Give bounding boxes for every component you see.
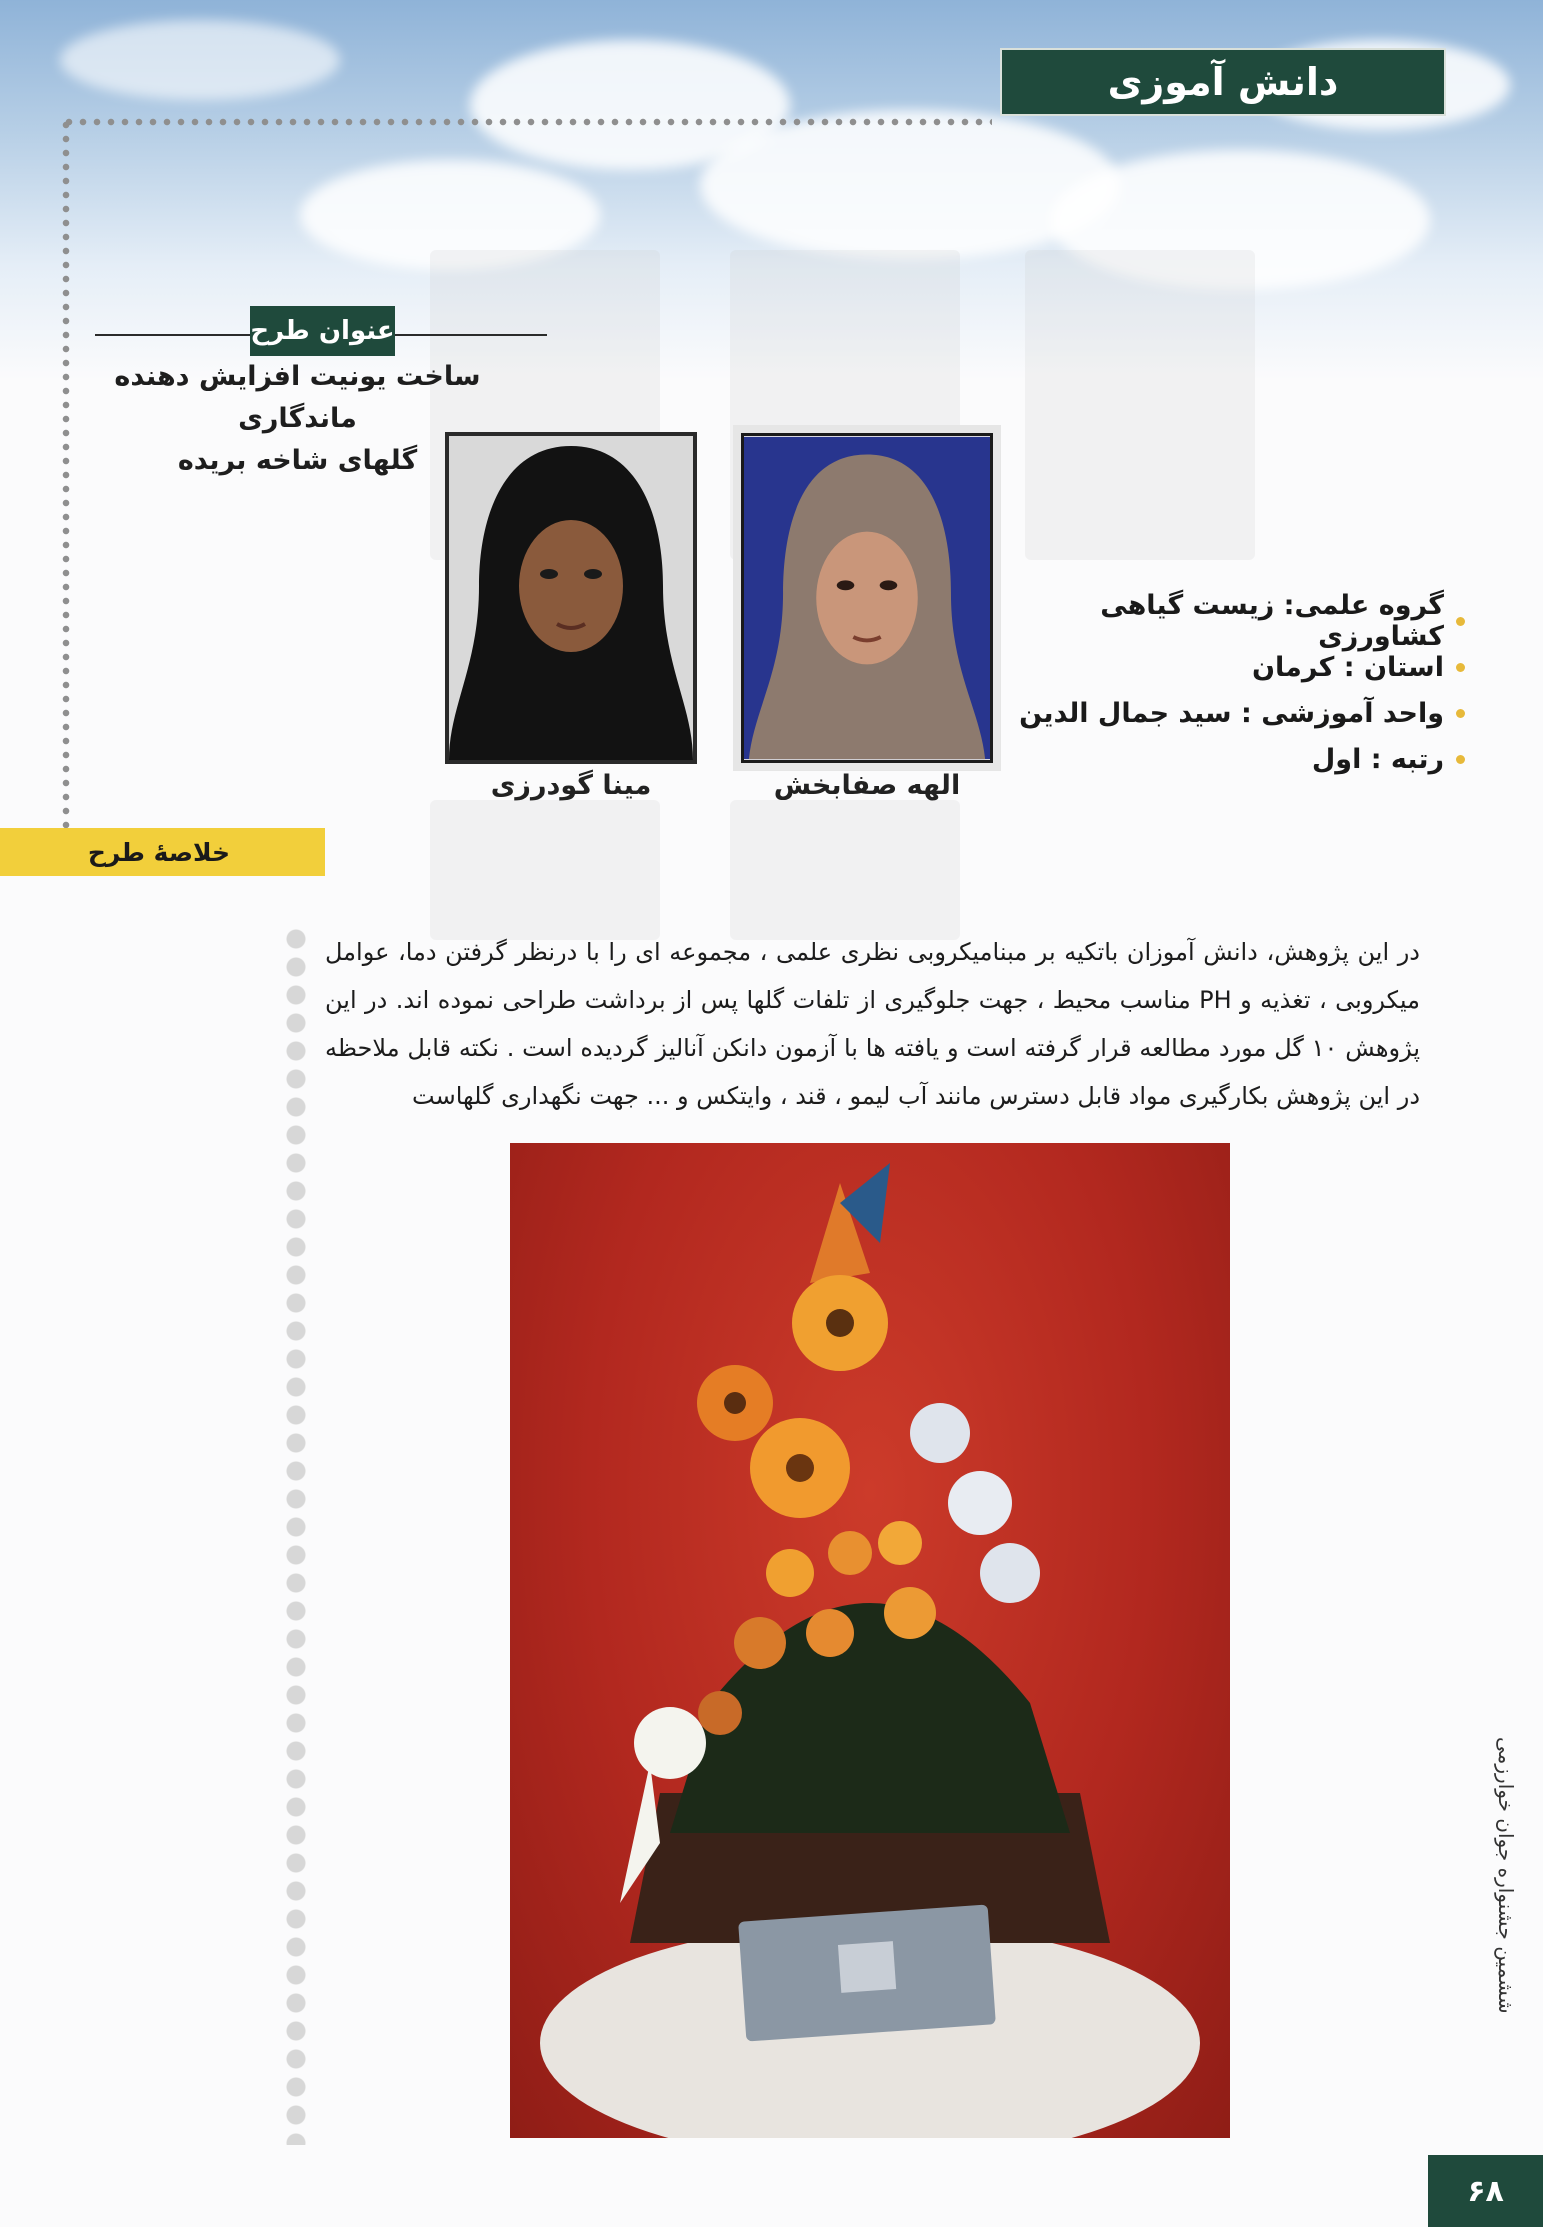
side-journal-title: ششمین جشنواره جوان خوارزمی bbox=[1494, 1736, 1518, 2014]
student-name-1: مینا گودرزی bbox=[490, 770, 652, 801]
flower-arrangement-photo bbox=[510, 1143, 1230, 2138]
page-number: ۶۸ bbox=[1428, 2155, 1543, 2227]
background-ghost-photo bbox=[730, 800, 960, 940]
portrait-image bbox=[741, 433, 993, 763]
portrait-image bbox=[449, 436, 693, 760]
info-item-rank: رتبه : اول bbox=[1015, 736, 1465, 782]
dotted-column-decoration bbox=[285, 925, 307, 2145]
flower-image bbox=[510, 1143, 1230, 2138]
background-ghost-photo bbox=[1025, 250, 1255, 560]
summary-heading-bar bbox=[0, 828, 325, 876]
dotted-border-top bbox=[62, 118, 992, 126]
section-title: دانش آموزی bbox=[1000, 48, 1446, 116]
info-list bbox=[1015, 590, 1465, 782]
bullet-icon bbox=[1456, 755, 1465, 764]
bullet-icon bbox=[1456, 663, 1465, 672]
info-item-school: واحد آموزشی : سید جمال الدین bbox=[1015, 690, 1465, 736]
info-item-province: استان : کرمان bbox=[1015, 644, 1465, 690]
project-title-label: عنوان طرح bbox=[250, 306, 395, 356]
student-photo-2 bbox=[733, 425, 1001, 771]
bullet-icon bbox=[1456, 617, 1465, 626]
summary-heading: خلاصهٔ طرح bbox=[87, 837, 230, 867]
bullet-icon bbox=[1456, 709, 1465, 718]
info-item-group: گروه علمی: زیست گیاهی کشاورزی bbox=[1015, 598, 1465, 644]
student-name-2: الهه صفابخش bbox=[773, 770, 961, 801]
summary-paragraph: در این پژوهش، دانش آموزان باتکیه بر مبنامیکروبی نظری علمی ، مجموعه ای را با درنظر گرفتن دما، عوامل میکروبی ، تغذیه و PH مناسب محیط ، جهت جلوگیری از تلفات گلها پس از برداشت طراحی نموده اند. در این پژوهش ۱۰ گل مورد مطالعه قرار گرفته است و یافته ها با آزمون دانکن آنالیز گردیده است . نکته قابل ملاحظه در این پژوهش بکارگیری مواد قابل دسترس مانند آب لیمو ، قند ، وایتکس و ... جهت نگهداری گلهاست bbox=[325, 938, 1420, 1110]
background-ghost-photo bbox=[430, 800, 660, 940]
project-title-line1: ساخت یونیت افزایش دهنده ماندگاری bbox=[114, 361, 481, 434]
student-photo-1 bbox=[445, 432, 697, 764]
project-title-line2: گلهای شاخه بریده bbox=[177, 445, 418, 476]
